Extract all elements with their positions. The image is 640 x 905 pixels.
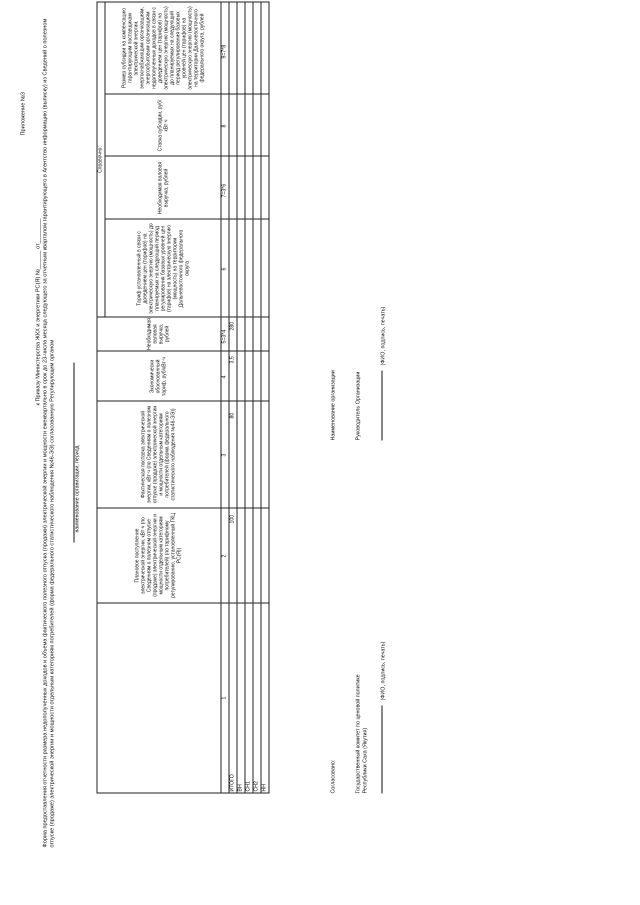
org-caption: наименование организации, период bbox=[74, 445, 80, 532]
colnum-9: 9=7*8 bbox=[221, 44, 227, 58]
colnum-6: 6 bbox=[221, 267, 227, 270]
head-label: Руководитель Организации bbox=[355, 371, 361, 440]
row1-top bbox=[236, 1, 237, 793]
row-label-vn: ВН bbox=[237, 783, 243, 791]
org-name-label: Наименование организации bbox=[330, 369, 336, 440]
colnum-3: 3 bbox=[221, 453, 227, 456]
header-bottom-line bbox=[220, 1, 221, 793]
col-divider-3 bbox=[96, 400, 268, 401]
row4-top bbox=[260, 1, 261, 793]
form-title: Форма предоставления отчетности размера недополученных доходов и объема фактического полезного отпуска (продажи) электрической энергии и мощности ежеквартально в срок до 23-числа месяца следующего за отчетным кварталом гарантирующего в Агентство информацию (выписку) из Сведений о полезном отпуске (продаже) электрической энергии и мощности отдельным категориям потребителей (форма федерального статистического наблюдения №46-ЭЭ) согласованную Регулирующим органом bbox=[42, 18, 55, 847]
col-divider-7 bbox=[104, 155, 268, 156]
colnum-4: 4 bbox=[221, 375, 227, 378]
total-col3: 80 bbox=[229, 412, 235, 418]
col-divider-2 bbox=[96, 507, 268, 508]
col-border-left bbox=[96, 792, 268, 793]
colnum-7: 7=3*6 bbox=[221, 183, 227, 197]
row-label-total: ИТОГО bbox=[229, 773, 235, 791]
signature-line-right bbox=[381, 370, 382, 440]
col-divider-1 bbox=[96, 602, 268, 603]
total-col5: 280 bbox=[229, 321, 235, 330]
row2-top bbox=[244, 1, 245, 793]
col-border-right bbox=[96, 1, 268, 2]
header-col9: Размер субсидии на компенсацию гарантирующим поставщикам электрической энергии, энергоснабжающим организациям, энергосбытовым организациям недополученных доходов в связи с доведением цен (тарифов) на электрическую энергию (мощность) до планируемых на следующий период регулирования базовых уровней цен (тарифов) на электрическую энергию (мощность) на территории Дальневосточного федерального округа, рублей bbox=[120, 5, 205, 90]
header-reference-group: Справочно: bbox=[97, 145, 103, 173]
header-col3: Фактическая поставка электрической энергии, кВт·ч (по Сведениям о полезном отпуске (продаже) электрической энергии и мощности отдельным категориям потребителей (форма федерального статистического наблюдения №46-ЭЭ)) bbox=[140, 405, 176, 503]
header-col2: Плановое поступление электрической энергии, кВт·ч (по Сведениям о полезном отпуске (продаже) электрической энергии и мощности отдельным категориям потребителей) (по тарифному регулированию, установленный ГКЦ РС(Я)) bbox=[134, 512, 182, 598]
row-label-nn: НН bbox=[261, 783, 267, 791]
sign-caption-left: (ФИО, подпись, печать) bbox=[380, 641, 386, 700]
header-col7: Необходимая валовая выручка, рублей bbox=[156, 161, 169, 214]
header-col4: Экономически обоснованный тариф, руб/кВт·ч bbox=[149, 356, 167, 396]
colnum-2: 2 bbox=[221, 554, 227, 557]
appendix-label: Приложение №3 bbox=[20, 91, 26, 135]
signature-line-left bbox=[381, 705, 382, 793]
colnum-8: 8 bbox=[221, 124, 227, 127]
col-divider-6 bbox=[104, 218, 268, 219]
header-col6: Тариф установленный в связи с доведением цен (тарифов) на электрическую энергию (мощность) до планируемых на следующий период регулирования базовых уровней цен (тарифов) на электрическую энергию (мощность) на территории Дальневосточного федерального округа bbox=[135, 222, 190, 314]
col-divider-8 bbox=[104, 93, 268, 94]
committee-line2: Республики Саха (Якутия) bbox=[362, 727, 368, 793]
row3-top bbox=[252, 1, 253, 793]
total-row-top bbox=[228, 1, 229, 793]
header-col1 bbox=[98, 605, 218, 791]
row-label-sn1: СН1 bbox=[245, 780, 251, 791]
row-label-sn2: СН2 bbox=[253, 780, 259, 791]
report-table bbox=[96, 1, 295, 793]
header-col5: Необходимая валовая выручка, рублей bbox=[146, 317, 170, 350]
sign-caption-right: (ФИО, подпись, печать) bbox=[380, 306, 386, 365]
colnum-1: 1 bbox=[221, 696, 227, 699]
header-col8: Ставка субсидии, руб/кВт·ч bbox=[156, 99, 169, 151]
table-border-bottom bbox=[268, 1, 269, 793]
col-divider-5 bbox=[96, 316, 268, 317]
committee-line1: Государственный комитет по ценовой политике bbox=[355, 673, 361, 793]
total-col4: 3,5 bbox=[229, 355, 235, 363]
col-divider-4 bbox=[96, 350, 268, 351]
order-reference: к Приказу Министерства ЖКХ и энергетики РС(Я) №______ от________ bbox=[35, 217, 41, 405]
total-col2: 100 bbox=[229, 514, 235, 523]
agreed-label: Согласовано: bbox=[330, 759, 336, 793]
colnum-5: 5=3*4 bbox=[221, 329, 227, 343]
